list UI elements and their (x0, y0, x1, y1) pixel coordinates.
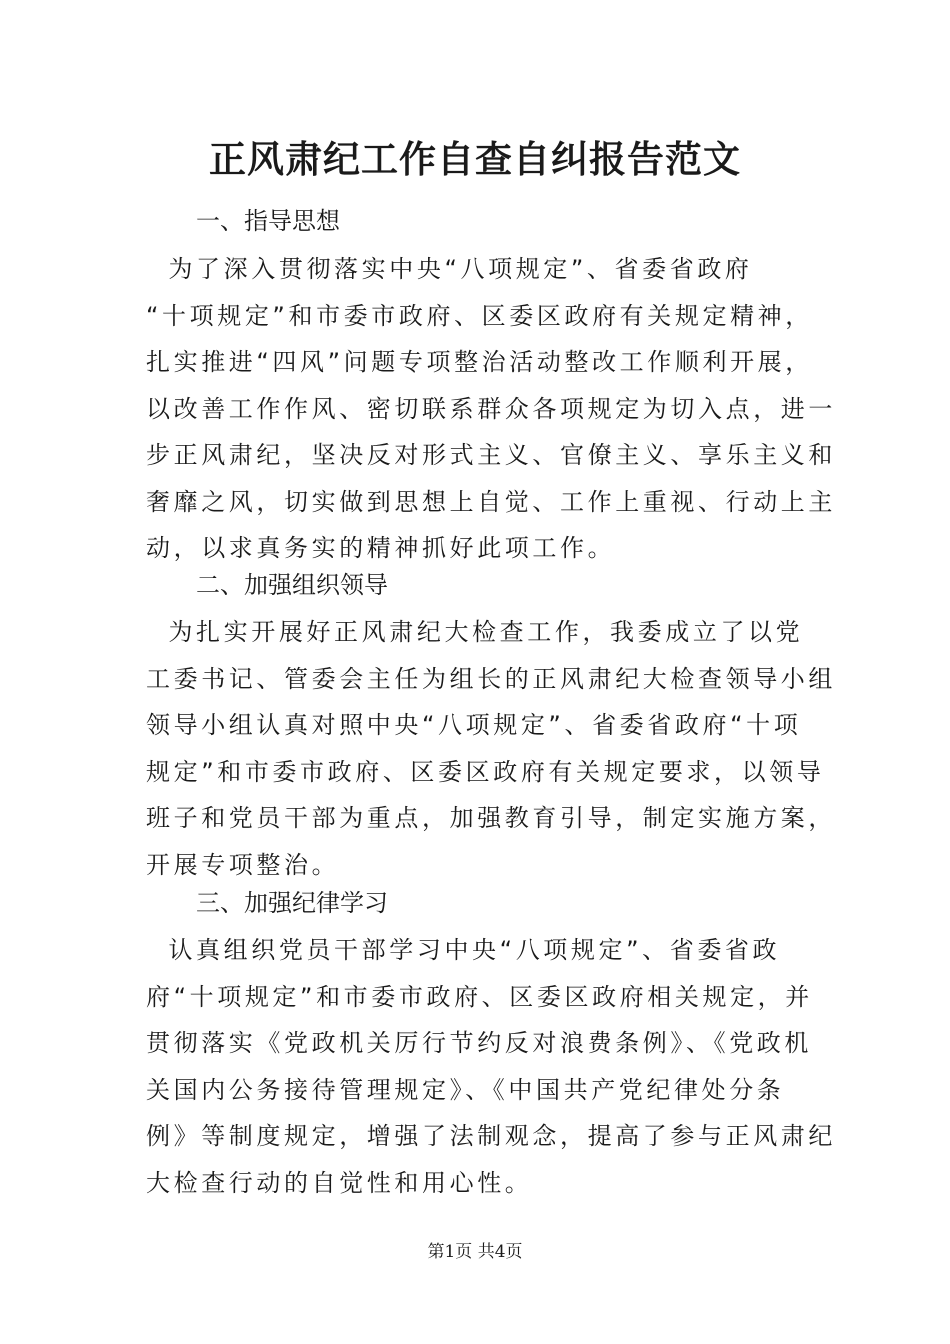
paragraph-line: 例》等制度规定，增强了法制观念，提高了参与正风肃纪 (146, 1122, 836, 1150)
paragraph-line: 班子和党员干部为重点，加强教育引导，制定实施方案， (146, 804, 836, 832)
page-number-footer: 第1页 共4页 (427, 1242, 523, 1262)
paragraph-line: 大检查行动的自觉性和用心性。 (146, 1168, 533, 1197)
paragraph-line: 认真组织党员干部学习中央“八项规定”、省委省政 (146, 936, 781, 964)
paragraph-line: 以改善工作作风、密切联系群众各项规定为切入点，进一 (146, 394, 836, 423)
paragraph-line: 步正风肃纪，坚决反对形式主义、官僚主义、享乐主义和 (146, 441, 836, 469)
section-heading-guiding-ideology: 一、指导思想 (196, 207, 340, 235)
section-paragraph-organization-leadership (146, 609, 836, 888)
paragraph-line: 扎实推进“四风”问题专项整治活动整改工作顺利开展， (146, 348, 813, 376)
paragraph-line: 关国内公务接待管理规定》、《中国共产党纪律处分条 (146, 1075, 785, 1104)
section-paragraph-guiding-ideology (146, 246, 836, 572)
paragraph-line: 为扎实开展好正风肃纪大检查工作，我委成立了以党 (146, 618, 804, 646)
paragraph-line: 奢靡之风，切实做到思想上自觉、工作上重视、行动上主 (146, 487, 836, 516)
paragraph-line: 为了深入贯彻落实中央“八项规定”、省委省政府 (146, 255, 753, 283)
paragraph-line: 工委书记、管委会主任为组长的正风肃纪大检查领导小组 (146, 664, 836, 693)
paragraph-line: 领导小组认真对照中央“八项规定”、省委省政府“十项 (146, 711, 802, 739)
section-heading-discipline-study: 三、加强纪律学习 (196, 889, 388, 917)
document-title: 正风肃纪工作自查自纠报告范文 (209, 137, 741, 181)
paragraph-line: 规定”和市委市政府、区委区政府有关规定要求，以领导 (146, 757, 825, 786)
paragraph-line: 动，以求真务实的精神抓好此项工作。 (146, 534, 616, 562)
paragraph-line: 贯彻落实《党政机关厉行节约反对浪费条例》、《党政机 (146, 1029, 812, 1057)
paragraph-line: 开展专项整治。 (146, 850, 340, 879)
paragraph-line: “十项规定”和市委市政府、区委区政府有关规定精神， (146, 301, 813, 330)
section-paragraph-discipline-study (146, 927, 836, 1206)
paragraph-line: 府“十项规定”和市委市政府、区委区政府相关规定，并 (146, 982, 813, 1011)
section-heading-organization-leadership: 二、加强组织领导 (196, 571, 388, 599)
